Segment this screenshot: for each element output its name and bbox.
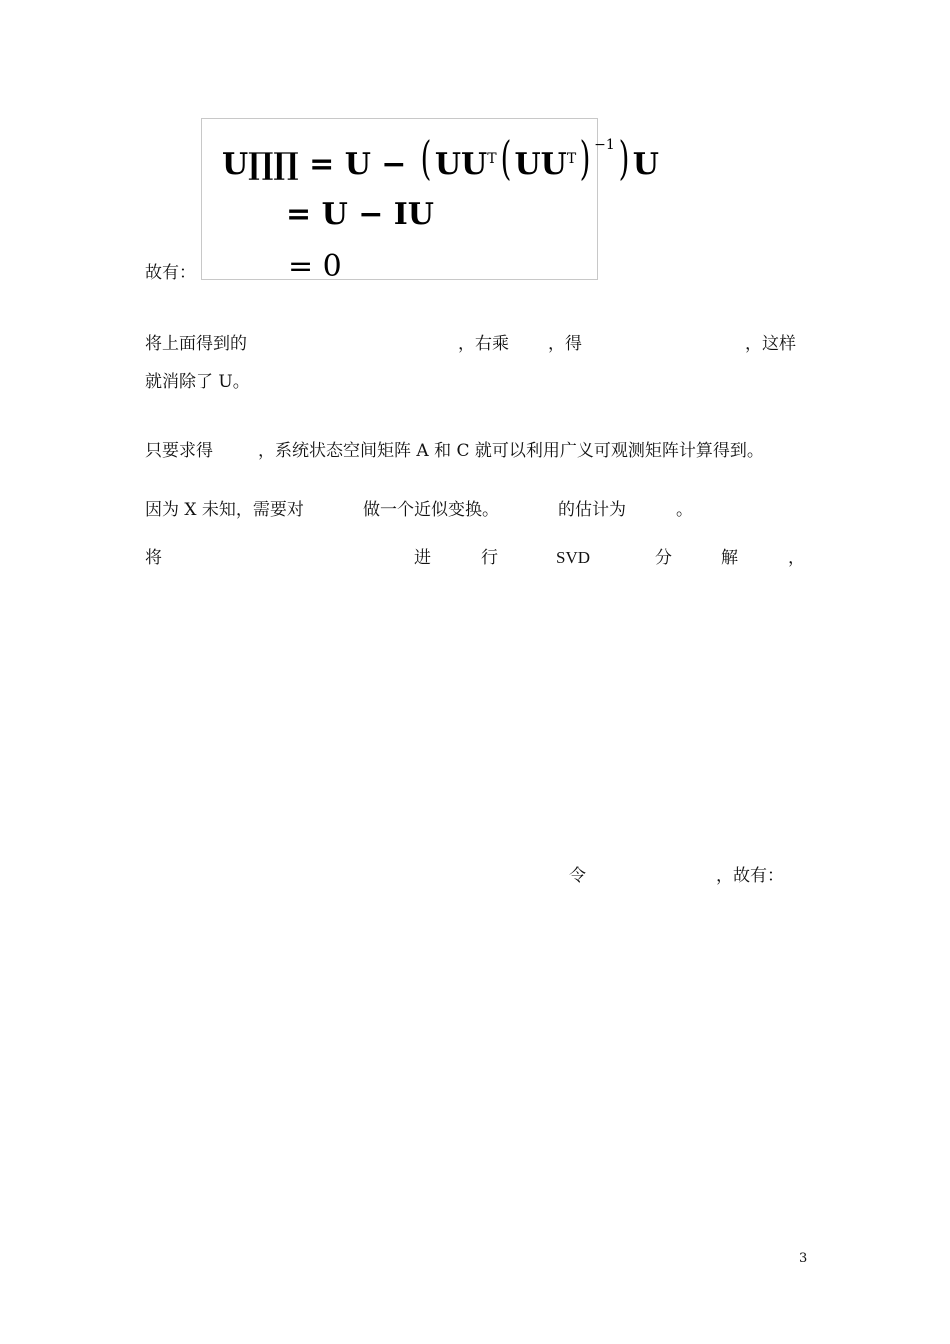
para1-line2: 就消除了 U。 — [145, 372, 250, 392]
formula-line1-u2: UU — [514, 147, 567, 182]
formula-line-2: = U − IU — [286, 197, 434, 232]
svd-word-5: 分 — [655, 548, 672, 568]
formula-line1-end: U — [632, 147, 659, 182]
para1-part3: ，得 — [548, 334, 582, 354]
page-number: 3 — [799, 1251, 808, 1266]
formula-line1-lhs: U∏∏ = U − — [222, 147, 407, 182]
para1-part2: ，右乘 — [458, 334, 509, 354]
svd-word-1: 将 — [145, 548, 162, 568]
formula-line-3: = 0 — [288, 249, 342, 284]
guyou2-label: ，故有： — [716, 866, 784, 886]
formula-line-1: U∏∏ = U − ( $UU^T$( $UU^T$) $^{-1}$) U — [222, 131, 659, 185]
para3-part1: 因为 X 未知，需要对 — [145, 500, 304, 520]
formula-line1-inverse: −1 — [594, 137, 615, 153]
para1-part1: 将上面得到的 — [145, 334, 247, 354]
svd-word-7: ， — [788, 548, 805, 568]
svd-word-3: 行 — [481, 548, 498, 568]
formula-line1-u1: UU — [434, 147, 488, 182]
para3-part2: 做一个近似变换。 — [363, 500, 499, 520]
para1-part4: ，这样 — [745, 334, 796, 354]
svd-word-2: 进 — [414, 548, 431, 568]
para3-part4: 。 — [676, 500, 693, 520]
svd-word-6: 解 — [721, 548, 738, 568]
formula-line1-t2: T — [566, 151, 577, 167]
guyou-label: 故有： — [145, 263, 196, 283]
para3-part3: 的估计为 — [558, 500, 626, 520]
ling-label: 令 — [569, 866, 586, 886]
formula-line1-t1: T — [487, 151, 497, 167]
svd-word-4: SVD — [556, 548, 591, 567]
formula-box — [201, 118, 659, 284]
para2-part1: 只要求得 — [145, 441, 213, 461]
para2-part2: ，系统状态空间矩阵 A 和 C 就可以利用广义可观测矩阵计算得到。 — [258, 441, 764, 461]
